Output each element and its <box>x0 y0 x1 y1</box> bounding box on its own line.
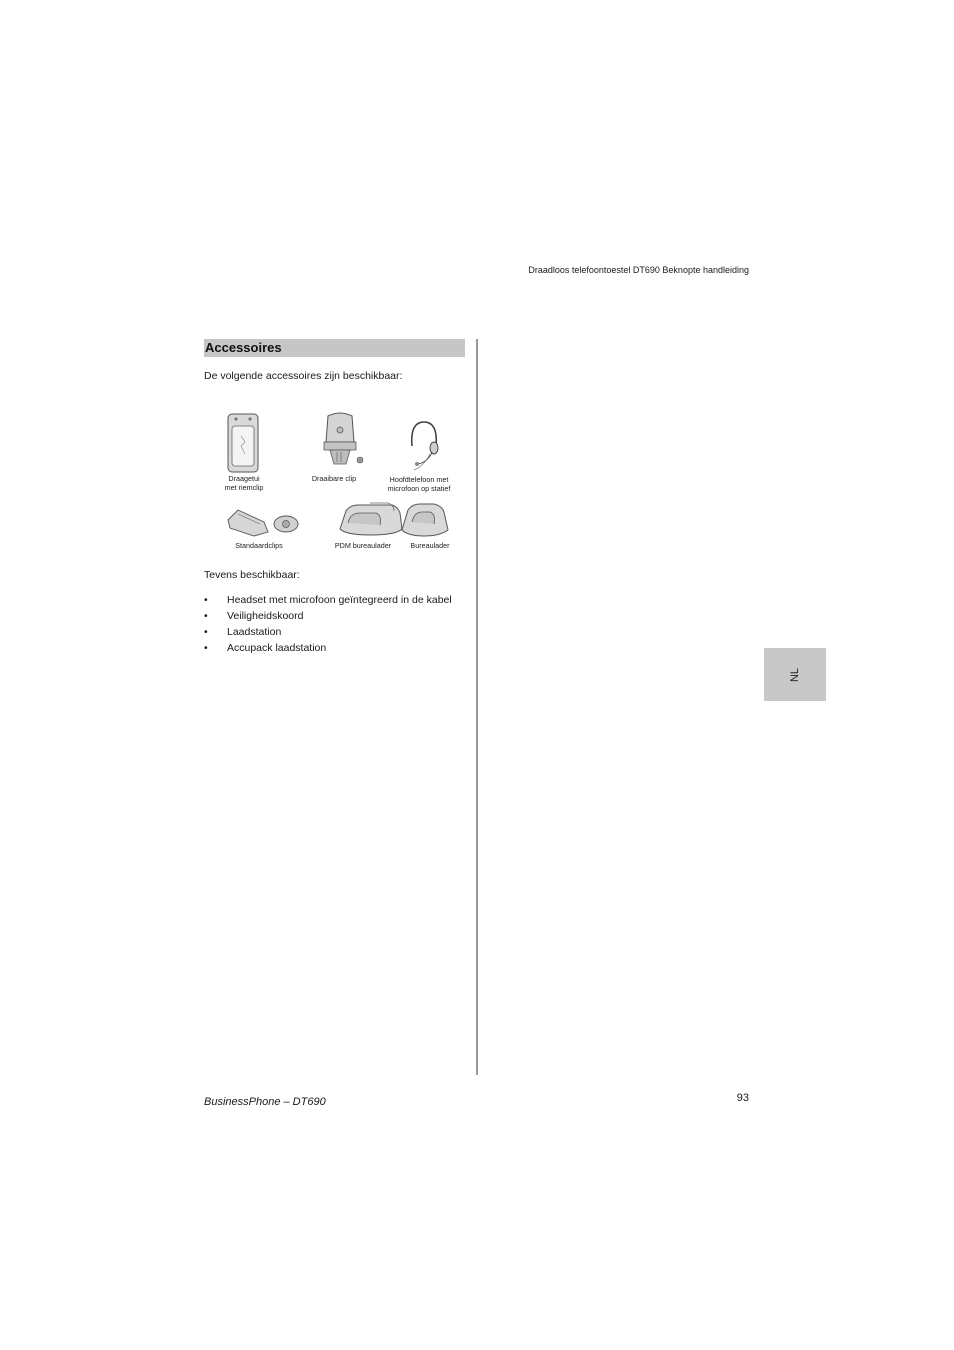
accessory-list <box>204 592 452 656</box>
running-header: Draadloos telefoontoestel DT690 Beknopte handleiding <box>528 265 749 275</box>
section-title: Accessoires <box>205 340 282 355</box>
carry-case-illustration <box>226 412 260 474</box>
bullet-marker: • <box>204 594 208 606</box>
list-item <box>204 624 452 640</box>
list-item-text: Laadstation <box>227 626 282 638</box>
language-tab <box>764 648 826 701</box>
pdm-desk-charger-illustration <box>336 499 404 539</box>
also-available-text: Tevens beschikbaar: <box>204 569 300 581</box>
footer-product: BusinessPhone – DT690 <box>204 1096 326 1108</box>
caption-headset-line2: microfoon op statief <box>387 483 451 493</box>
swivel-clip-illustration <box>320 412 366 468</box>
bullet-marker: • <box>204 642 208 654</box>
caption-carry-case-line1: Draagetui <box>228 474 260 483</box>
list-item-text: Headset met microfoon geïntegreerd in de kabel <box>227 594 452 606</box>
bullet-marker: • <box>204 610 208 622</box>
list-item-text: Accupack laadstation <box>227 642 327 654</box>
bullet-marker: • <box>204 626 208 638</box>
desk-charger-illustration <box>400 500 450 540</box>
list-item <box>204 592 452 608</box>
caption-headset <box>380 476 458 493</box>
caption-desk-charger: Bureaulader <box>410 541 450 550</box>
section-heading-bar <box>204 339 465 357</box>
caption-standard-clips: Standaardclips <box>235 541 283 550</box>
caption-pdm-charger: PDM bureaulader <box>334 541 392 550</box>
page-number: 93 <box>736 1092 749 1104</box>
list-item <box>204 608 452 624</box>
caption-swivel-clip: Draaibare clip <box>311 474 357 483</box>
caption-carry-case-line2: met riemclip <box>224 482 264 492</box>
list-item-text: Veiligheidskoord <box>227 610 304 622</box>
list-item <box>204 640 452 656</box>
caption-headset-line1: Hoofdtelefoon met <box>389 475 449 484</box>
caption-carry-case <box>214 475 274 492</box>
headset-illustration <box>404 418 444 472</box>
column-divider <box>476 339 478 1075</box>
standard-clips-illustration <box>224 506 302 540</box>
language-tab-label: NL <box>789 667 801 682</box>
intro-text: De volgende accessoires zijn beschikbaar: <box>204 370 403 382</box>
